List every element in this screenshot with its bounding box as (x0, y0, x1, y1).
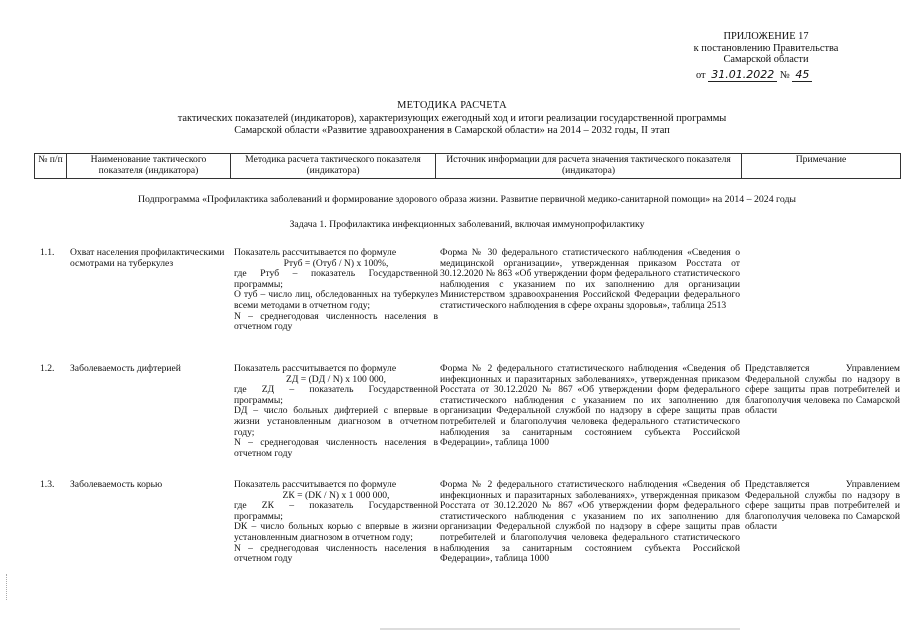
indicator-name: Охват населения профилактическими осмотрами на туберкулез (70, 247, 225, 269)
method-line: DК – число больных корью с впервые в жизни установленным диагнозом в отчетном году; (234, 521, 438, 543)
formula: Pтуб = (Oтуб / N) x 100%, (283, 257, 389, 269)
col-header-method: Методика расчета тактического показателя (индикатора) (231, 154, 436, 179)
number-prefix: № (779, 70, 790, 81)
appendix-line3: Самарской области (723, 54, 809, 66)
scan-artifact (6, 574, 10, 600)
indicator-name: Заболеваемость корью (70, 479, 163, 490)
method-intro: Показатель рассчитывается по формуле (234, 363, 397, 374)
subprogram-heading: Подпрограмма «Профилактика заболеваний и формирование здорового образа жизни. Развитие первичной медико-санитарной помощи» на 2014 – 2024 годы (137, 194, 797, 205)
appendix-date-line (696, 68, 856, 82)
formula: ZД = (DД / N) x 100 000, (285, 373, 387, 385)
document-title: МЕТОДИКА РАСЧЕТА (397, 100, 507, 111)
note-cell: Представляется Управлением Федеральной службы по надзору в сфере защиты прав потребителей и благополучия человека по Самарской области (745, 479, 900, 533)
indicator-name: Заболеваемость дифтерией (70, 363, 181, 374)
handwritten-number: 45 (792, 68, 812, 82)
method-intro: Показатель рассчитывается по формуле (234, 247, 397, 258)
source-cell: Форма № 2 федерального статистического наблюдения «Сведения об инфекционных и паразитарных заболеваниях», утвержденная приказом Росстата от 30.12.2020 № 867 «Об утверждении форм федерального статистического наблюдения с указанием по их заполнению для организации Федеральной службой по надзору в сфере защиты прав потребителей и благополучия человека федерального статистического наблюдения за санитарным состоянием субъекта Российской Федерации», таблица 1000 (440, 363, 740, 449)
row-number: 1.3. (40, 479, 55, 490)
scan-edge-artifact (380, 628, 740, 630)
method-line: О туб – число лиц, обследованных на туберкулез всеми методами в отчетном году; (234, 289, 438, 311)
method-line: где ZД – показатель Государственной программы; (234, 384, 438, 406)
method-line: N – среднегодовая численность населения в отчетном году (234, 437, 438, 459)
method-line: N – среднегодовая численность населения в отчетном году (234, 310, 438, 333)
method-line: DД – число больных дифтерией с впервые в жизни установленным диагнозом в отчетном году; (234, 405, 438, 438)
appendix-title: ПРИЛОЖЕНИЕ 17 (723, 31, 809, 42)
col-header-num: № п/п (35, 154, 67, 179)
document-subtitle-2: Самарской области «Развитие здравоохранения в Самарской области» на 2014 – 2032 годы, II этап (234, 125, 670, 136)
appendix-block (686, 31, 846, 66)
method-intro: Показатель рассчитывается по формуле (234, 479, 397, 490)
row-number: 1.1. (40, 247, 55, 258)
source-cell: Форма № 2 федерального статистического наблюдения «Сведения об инфекционных и паразитарных заболеваниях», утвержденная приказом Росстата от 30.12.2020 № 867 «Об утверждении форм федерального статистического наблюдения с указанием по их заполнению для организации Федеральной службой по надзору в сфере защиты прав потребителей и благополучия человека федерального статистического наблюдения за санитарным состоянием субъекта Российской Федерации», таблица 1000 (440, 479, 740, 565)
table-header (34, 153, 901, 179)
formula: ZК = (DК / N) x 1 000 000, (282, 489, 390, 501)
source-cell: Форма № 30 федерального статистического наблюдения «Сведения о медицинской организации», утвержденная приказом Росстата от 30.12.2020 № 863 «Об утверждении форм федерального статистического наблюдения с указанием по их заполнению для организации Министерством здравоохранения Российской Федерации федерального статистического наблюдения в сфере охраны здоровья», таблица 2513 (440, 247, 740, 311)
col-header-source: Источник информации для расчета значения тактического показателя (индикатора) (436, 154, 742, 179)
note-cell: Представляется Управлением Федеральной службы по надзору в сфере защиты прав потребителей и благополучия человека по Самарской области (745, 363, 900, 417)
method-cell (234, 364, 438, 459)
method-cell (234, 480, 438, 565)
method-line: N – среднегодовая численность населения в отчетном году (234, 542, 438, 565)
task-heading: Задача 1. Профилактика инфекционных заболеваний, включая иммунопрофилактику (289, 219, 645, 230)
appendix-line2: к постановлению Правительства (693, 42, 839, 54)
document-subtitle: тактических показателей (индикаторов), характеризующих ежегодный ход и итоги реализации государственной программы (177, 113, 727, 124)
handwritten-date: 31.01.2022 (708, 68, 777, 82)
method-line: где ZК – показатель Государственной программы; (234, 500, 438, 522)
col-header-name: Наименование тактического показателя (индикатора) (67, 154, 231, 179)
col-header-note: Примечание (742, 154, 901, 179)
method-line: где Pтуб – показатель Государственной программы; (234, 268, 438, 290)
method-cell (234, 248, 438, 333)
date-prefix: от (696, 70, 706, 81)
row-number: 1.2. (40, 363, 55, 374)
